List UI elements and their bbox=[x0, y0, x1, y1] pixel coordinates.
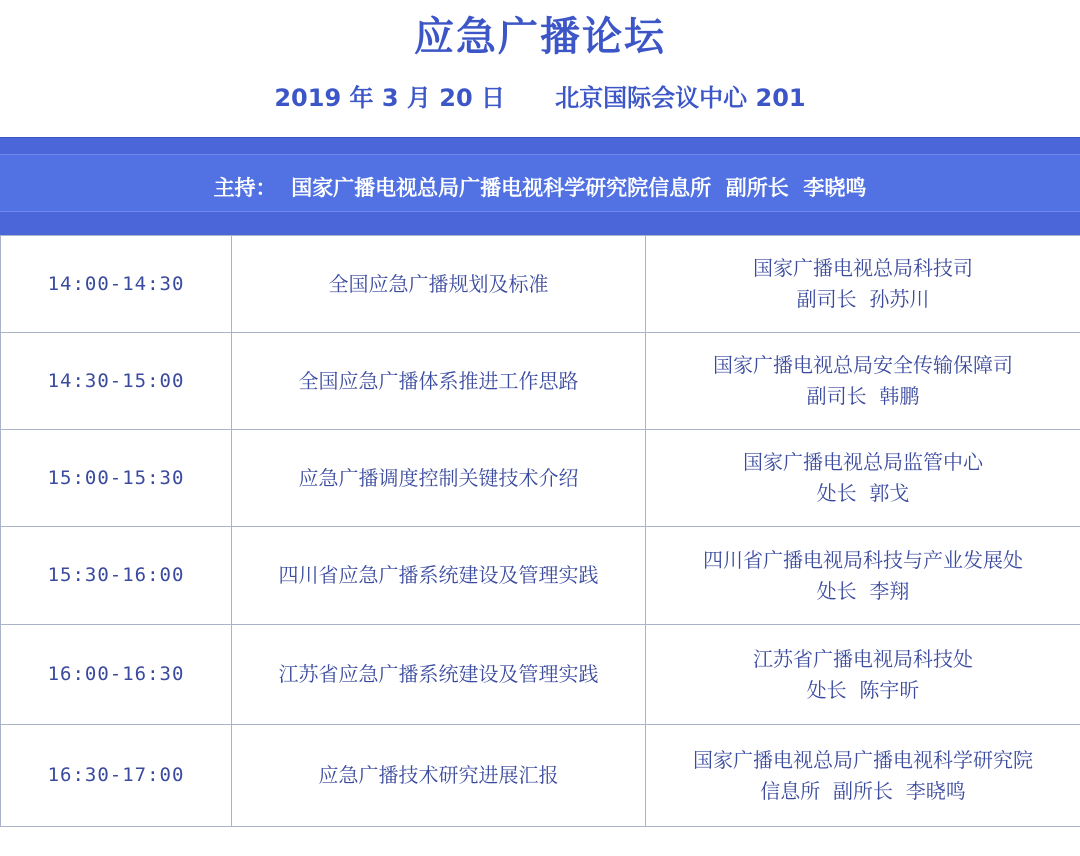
speaker-org: 四川省广播电视局科技与产业发展处 bbox=[703, 547, 1023, 572]
time-slot: 16:00-16:30 bbox=[1, 625, 232, 725]
schedule-row bbox=[1, 333, 1080, 430]
speaker-cell bbox=[646, 527, 1080, 625]
speaker-title: 副司长 孙苏川 bbox=[796, 287, 930, 311]
speaker-cell bbox=[646, 333, 1080, 430]
speaker-title: 信息所 副所长 李晓鸣 bbox=[760, 778, 966, 803]
speaker-org: 国家广播电视总局广播电视科学研究院 bbox=[693, 747, 1033, 772]
schedule-row bbox=[1, 527, 1080, 625]
speaker-org: 国家广播电视总局科技司 bbox=[753, 256, 973, 280]
speaker-cell bbox=[646, 625, 1080, 725]
event-date-venue bbox=[0, 78, 1080, 118]
time-slot: 16:30-17:00 bbox=[1, 725, 232, 827]
talk-topic: 应急广播技术研究进展汇报 bbox=[232, 725, 646, 827]
talk-topic: 全国应急广播体系推进工作思路 bbox=[232, 333, 646, 430]
talk-topic: 全国应急广播规划及标准 bbox=[232, 236, 646, 333]
time-slot: 15:00-15:30 bbox=[1, 430, 232, 527]
time-slot: 15:30-16:00 bbox=[1, 527, 232, 625]
page-title: 应急广播论坛 bbox=[414, 14, 666, 60]
speaker-cell bbox=[646, 725, 1080, 827]
time-slot: 14:00-14:30 bbox=[1, 236, 232, 333]
speaker-title: 处长 郭戈 bbox=[816, 481, 910, 505]
speaker-org: 国家广播电视总局监管中心 bbox=[743, 450, 983, 474]
talk-topic: 应急广播调度控制关键技术介绍 bbox=[232, 430, 646, 527]
speaker-org: 国家广播电视总局安全传输保障司 bbox=[713, 353, 1013, 377]
event-venue: 北京国际会议中心 201 bbox=[555, 84, 806, 112]
schedule-row bbox=[1, 430, 1080, 527]
host-label: 主持： bbox=[213, 175, 277, 200]
host-line bbox=[214, 172, 867, 202]
time-slot: 14:30-15:00 bbox=[1, 333, 232, 430]
speaker-title: 副司长 韩鹏 bbox=[806, 384, 920, 408]
speaker-title: 处长 李翔 bbox=[816, 578, 910, 603]
speaker-org: 江苏省广播电视局科技处 bbox=[753, 646, 973, 671]
schedule-row bbox=[1, 625, 1080, 725]
speaker-title: 处长 陈宇昕 bbox=[806, 677, 920, 702]
host-name: 国家广播电视总局广播电视科学研究院信息所 副所长 李晓鸣 bbox=[291, 175, 867, 200]
speaker-cell bbox=[646, 430, 1080, 527]
schedule-row bbox=[1, 725, 1080, 827]
talk-topic: 四川省应急广播系统建设及管理实践 bbox=[232, 527, 646, 625]
host-banner bbox=[0, 137, 1080, 235]
event-date: 2019 年 3 月 20 日 bbox=[274, 84, 506, 112]
schedule-table bbox=[0, 235, 1080, 827]
talk-topic: 江苏省应急广播系统建设及管理实践 bbox=[232, 625, 646, 725]
schedule-row bbox=[1, 236, 1080, 333]
speaker-cell bbox=[646, 236, 1080, 333]
